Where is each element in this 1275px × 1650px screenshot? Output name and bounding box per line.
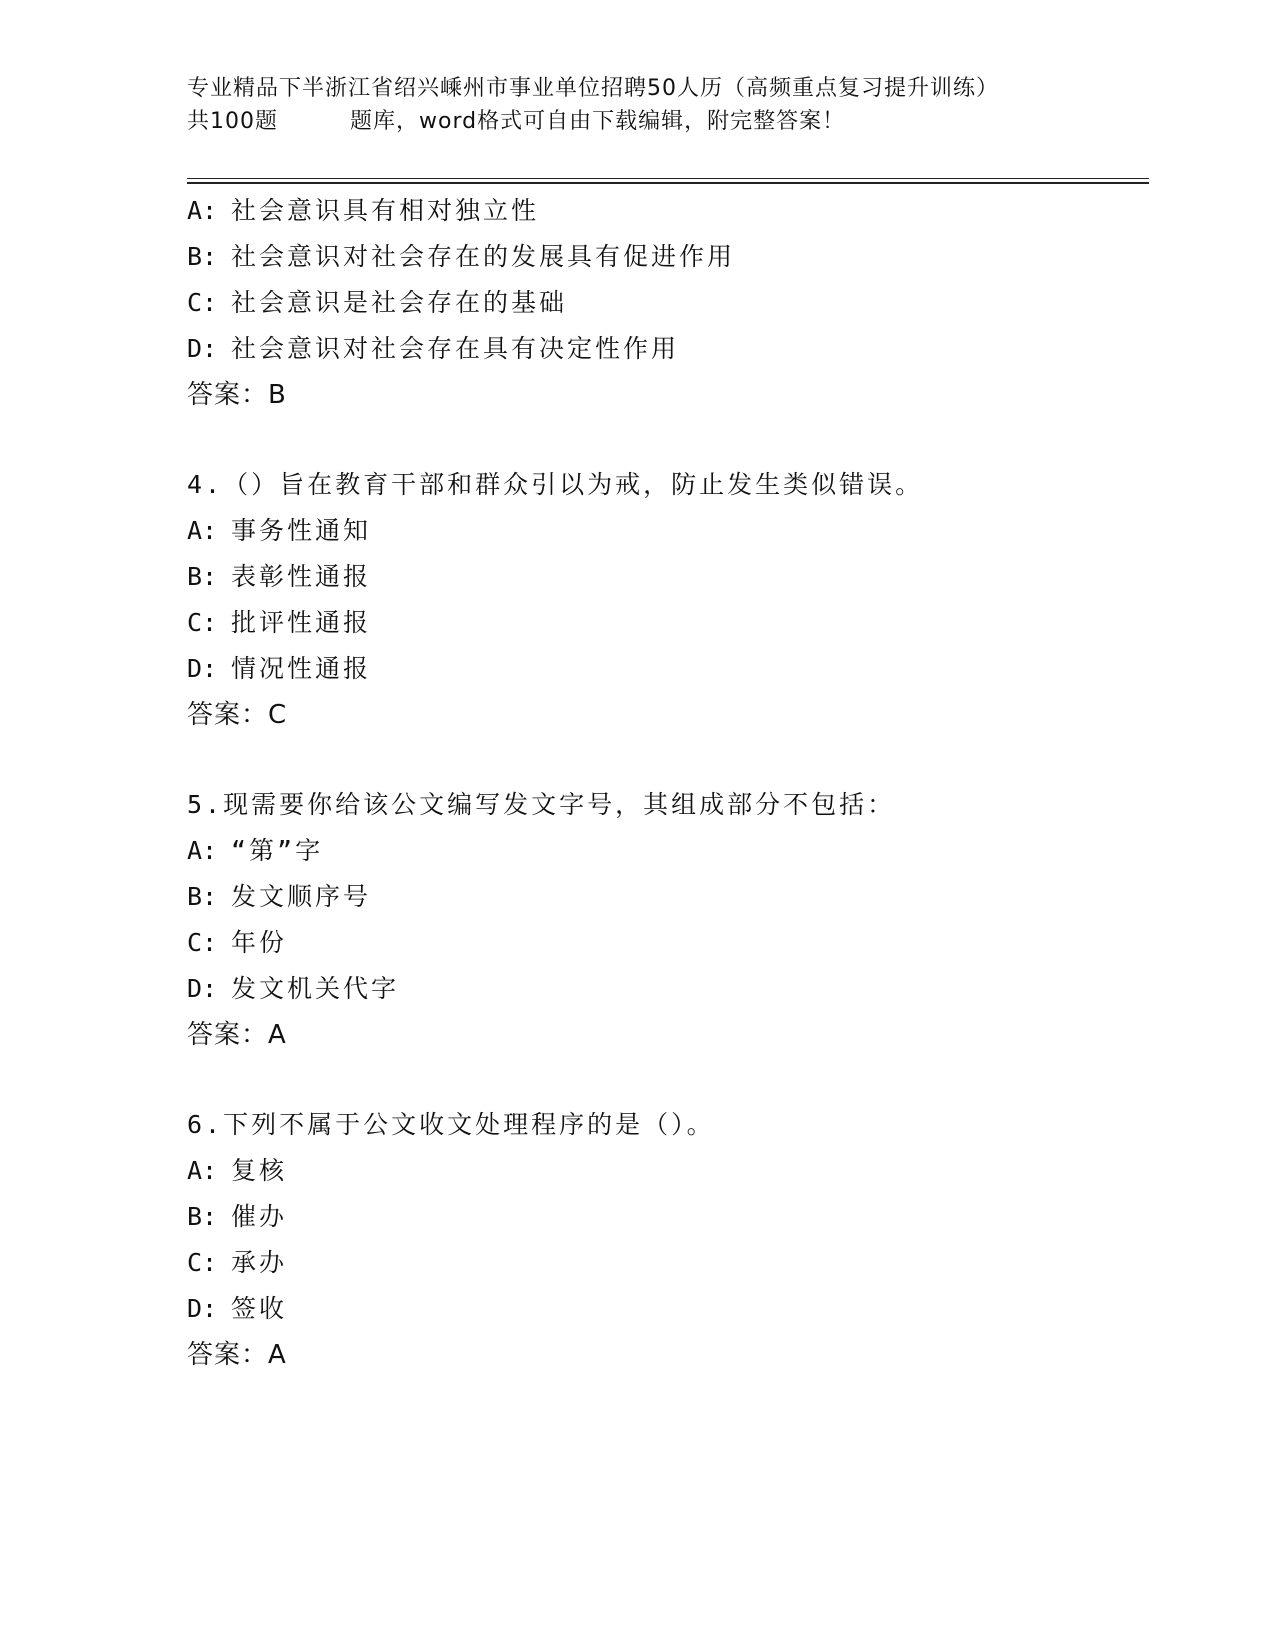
option-text: 事务性通知 [231, 516, 372, 545]
option-c [187, 1240, 1147, 1286]
option-prefix: C: [187, 608, 218, 637]
option-d [187, 1286, 1147, 1332]
question-spacer [187, 738, 1147, 782]
question-block-3 [187, 188, 1147, 418]
question-list [187, 188, 1147, 1378]
option-prefix: A: [187, 196, 218, 225]
option-a [187, 828, 1147, 874]
option-text: 表彰性通报 [231, 562, 372, 591]
answer-line: 答案：A [187, 1020, 287, 1050]
answer-line: 答案：A [187, 1340, 287, 1370]
option-text: 年份 [231, 928, 288, 957]
option-prefix: A: [187, 1156, 218, 1185]
document-header [187, 72, 1147, 138]
option-b [187, 1194, 1147, 1240]
option-d [187, 646, 1147, 692]
option-text: 发文顺序号 [231, 882, 372, 911]
option-prefix: C: [187, 928, 218, 957]
option-prefix: D: [187, 654, 218, 683]
option-text: 承办 [231, 1248, 288, 1277]
option-text: 签收 [231, 1294, 288, 1323]
header-description: 题库，word格式可自由下载编辑，附完整答案！ [350, 109, 846, 134]
question-spacer [187, 418, 1147, 462]
option-text: 情况性通报 [231, 654, 372, 683]
header-title-line: 专业精品下半浙江省绍兴嵊州市事业单位招聘50人历（高频重点复习提升训练） [187, 76, 999, 101]
option-prefix: A: [187, 836, 218, 865]
question-block-5 [187, 782, 1147, 1058]
option-prefix: C: [187, 1248, 218, 1277]
option-text: 社会意识具有相对独立性 [231, 196, 540, 225]
header-question-count: 共100题 [187, 109, 278, 134]
option-c [187, 920, 1147, 966]
option-b [187, 554, 1147, 600]
question-text: 6.下列不属于公文收文处理程序的是（）。 [187, 1110, 715, 1139]
option-prefix: D: [187, 1294, 218, 1323]
option-text: 催办 [231, 1202, 288, 1231]
option-prefix: B: [187, 242, 218, 271]
option-a [187, 188, 1147, 234]
question-text: 4.（）旨在教育干部和群众引以为戒，防止发生类似错误。 [187, 470, 924, 499]
option-d [187, 966, 1147, 1012]
answer-line: 答案：C [187, 700, 288, 730]
option-prefix: D: [187, 334, 218, 363]
header-divider-thick [187, 182, 1149, 184]
option-text: 社会意识对社会存在的发展具有促进作用 [231, 242, 736, 271]
option-text: 发文机关代字 [231, 974, 400, 1003]
option-prefix: C: [187, 288, 218, 317]
option-text: 批评性通报 [231, 608, 372, 637]
header-divider-thin [187, 178, 1149, 179]
option-prefix: B: [187, 562, 218, 591]
header-subtitle-line [187, 105, 1147, 138]
question-block-4 [187, 462, 1147, 738]
option-text: 复核 [231, 1156, 288, 1185]
option-prefix: B: [187, 882, 218, 911]
question-spacer [187, 1058, 1147, 1102]
option-prefix: B: [187, 1202, 218, 1231]
option-a [187, 1148, 1147, 1194]
option-prefix: D: [187, 974, 218, 1003]
option-a [187, 508, 1147, 554]
option-text: 社会意识对社会存在具有决定性作用 [231, 334, 680, 363]
option-c [187, 600, 1147, 646]
option-prefix: A: [187, 516, 218, 545]
option-c [187, 280, 1147, 326]
option-text: “第”字 [231, 836, 324, 865]
option-d [187, 326, 1147, 372]
option-b [187, 874, 1147, 920]
option-b [187, 234, 1147, 280]
option-text: 社会意识是社会存在的基础 [231, 288, 568, 317]
question-block-6 [187, 1102, 1147, 1378]
answer-line: 答案：B [187, 380, 287, 410]
question-text: 5.现需要你给该公文编写发文字号，其组成部分不包括： [187, 790, 896, 819]
